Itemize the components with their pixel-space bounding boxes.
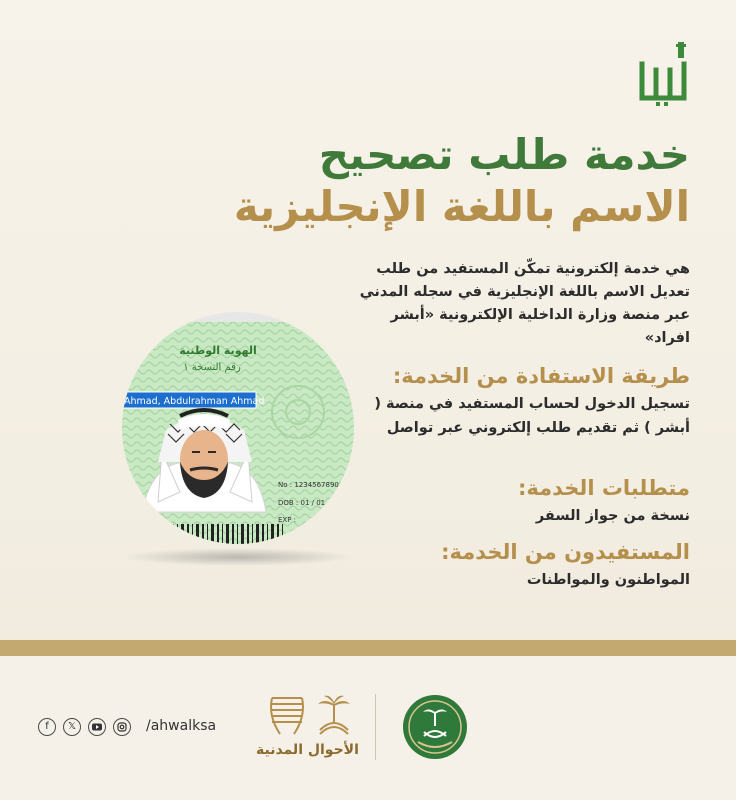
section-heading-beneficiaries: المستفيدون من الخدمة: [441,540,690,564]
social-handle[interactable]: /ahwalksa [146,718,217,734]
section-heading-usage: طريقة الاستفادة من الخدمة: [392,364,690,388]
card-id-number: No : 1234567890 [278,481,339,489]
footer-divider [375,694,376,760]
youtube-icon[interactable] [88,718,106,736]
gold-divider-bar [0,640,736,656]
facebook-icon[interactable]: f [38,718,56,736]
card-shadow [122,548,354,566]
title-line-2: الاسم باللغة الإنجليزية [233,182,690,231]
footer [0,656,736,800]
palm-swords-icon [314,694,354,740]
card-copy-number: رقم النسخة ١ [183,362,241,373]
absher-logo [636,38,694,108]
id-card-illustration [122,312,354,544]
card-english-name: Ahmad, Abdulrahman Ahmad [124,396,265,407]
instagram-icon[interactable] [113,718,131,736]
section-body-beneficiaries: المواطنون والمواطنات [526,572,690,588]
civil-affairs-logo-icon [266,694,308,738]
service-description: هي خدمة إلكترونية تمكّن المستفيد من طلب تعديل الاسم باللغة الإنجليزية في سجله المدني عبر منصة وزارة الداخلية الإلكترونية «أبشر افراد» [359,261,690,346]
id-card-graphic [122,312,354,544]
card-title: الهوية الوطنية [179,344,257,357]
civil-affairs-name: الأحوال المدنية [256,742,359,758]
section-body-usage: تسجيل الدخول لحساب المستفيد في منصة ( أبشر ) ثم تقديم طلب إلكتروني عبر تواصل [374,396,690,436]
title-line-1: خدمة طلب تصحيح [318,130,690,179]
card-exp: EXP : [278,516,297,524]
x-icon[interactable]: 𝕏 [63,718,81,736]
section-heading-requirements: متطلبات الخدمة: [518,476,690,500]
card-dob: DOB : 01 / 01 / [278,499,330,507]
section-body-requirements: نسخة من جواز السفر [535,508,690,524]
ministry-interior-emblem-icon [402,694,468,760]
